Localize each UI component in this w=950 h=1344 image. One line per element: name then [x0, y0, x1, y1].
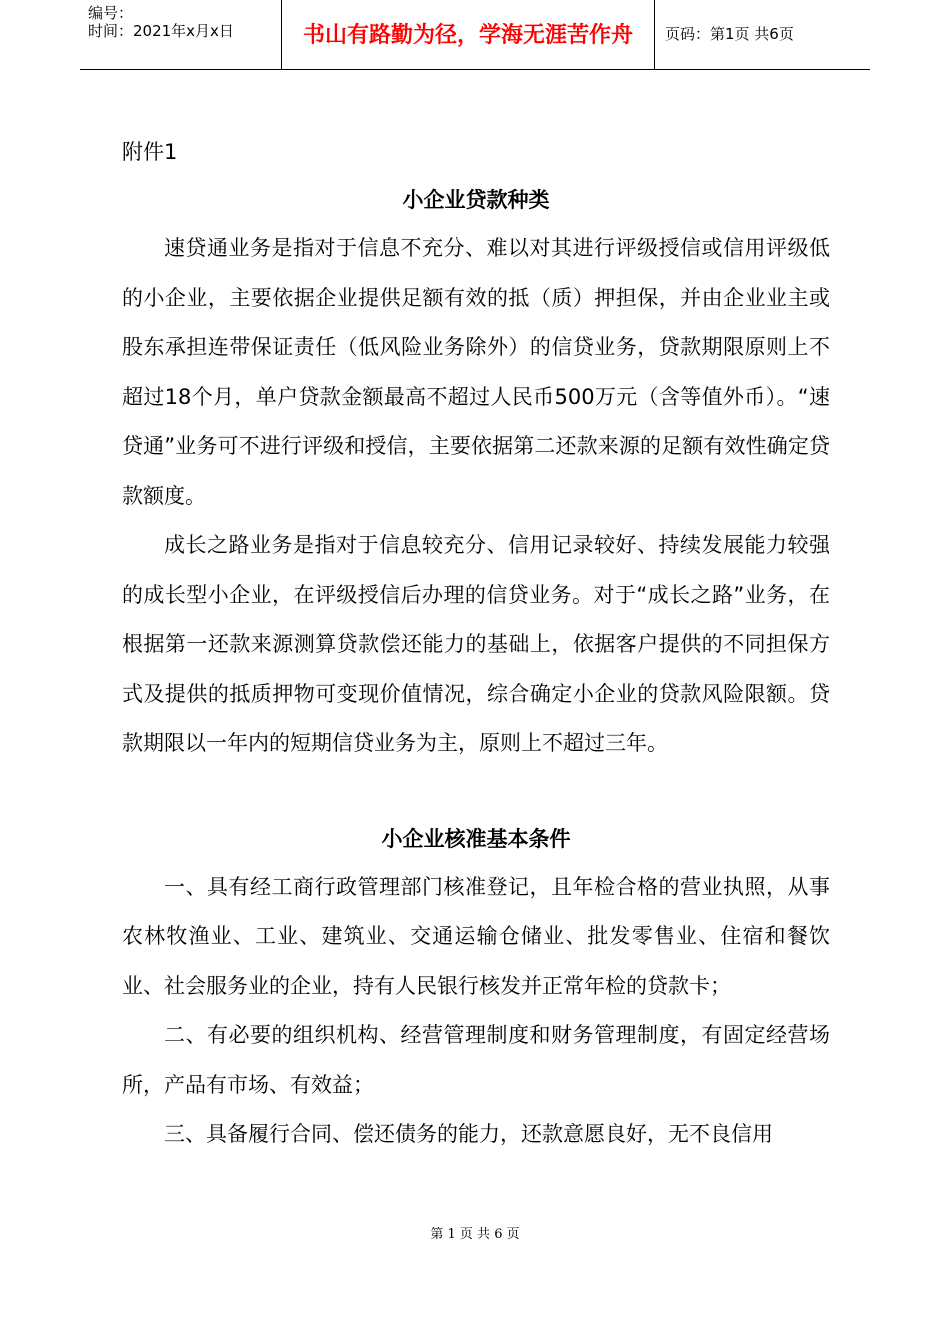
page-header	[80, 0, 870, 70]
paragraph: 三、具备履行合同、偿还债务的能力，还款意愿良好，无不良信用	[164, 1122, 773, 1146]
paragraph: 一、具有经工商行政管理部门核准登记，且年检合格的营业执照，从事农林牧渔业、工业、建筑业、交通运输仓储业、批发零售业、住宿和餐饮业、社会服务业的企业，持有人民银行核发并正常年检的贷款卡；	[122, 874, 830, 998]
annex-label: 附件1	[122, 140, 178, 164]
header-page-info: 页码：第1页 共6页	[665, 25, 794, 43]
header-motto-cell	[281, 0, 655, 69]
header-page-cell	[655, 0, 870, 69]
date-label: 时间：2021年x月x日	[88, 22, 234, 40]
number-label: 编号：	[88, 4, 134, 22]
motto: 书山有路勤为径，学海无涯苦作舟	[302, 22, 633, 48]
header-meta-cell	[80, 0, 280, 69]
section-title-loan-types: 小企业贷款种类	[402, 188, 550, 212]
document-body	[122, 132, 830, 1160]
page-footer: 第 1 页 共 6 页	[430, 1227, 520, 1242]
section-title-basic-conditions: 小企业核准基本条件	[381, 826, 571, 851]
paragraph: 速贷通业务是指对于信息不充分、难以对其进行评级授信或信用评级低的小企业，主要依据企业提供足额有效的抵（质）押担保，并由企业业主或股东承担连带保证责任（低风险业务除外）的信贷业务，贷款期限原则上不超过18个月，单户贷款金额最高不超过人民币500万元（含等值外币）。“速贷通”业务可不进行评级和授信，主要依据第二还款来源的足额有效性确定贷款额度。	[122, 236, 830, 508]
paragraph: 成长之路业务是指对于信息较充分、信用记录较好、持续发展能力较强的成长型小企业，在评级授信后办理的信贷业务。对于“成长之路”业务，在根据第一还款来源测算贷款偿还能力的基础上，依据客户提供的不同担保方式及提供的抵质押物可变现价值情况，综合确定小企业的贷款风险限额。贷款期限以一年内的短期信贷业务为主，原则上不超过三年。	[122, 533, 830, 755]
paragraph: 二、有必要的组织机构、经营管理制度和财务管理制度，有固定经营场所，产品有市场、有效益；	[122, 1023, 830, 1097]
